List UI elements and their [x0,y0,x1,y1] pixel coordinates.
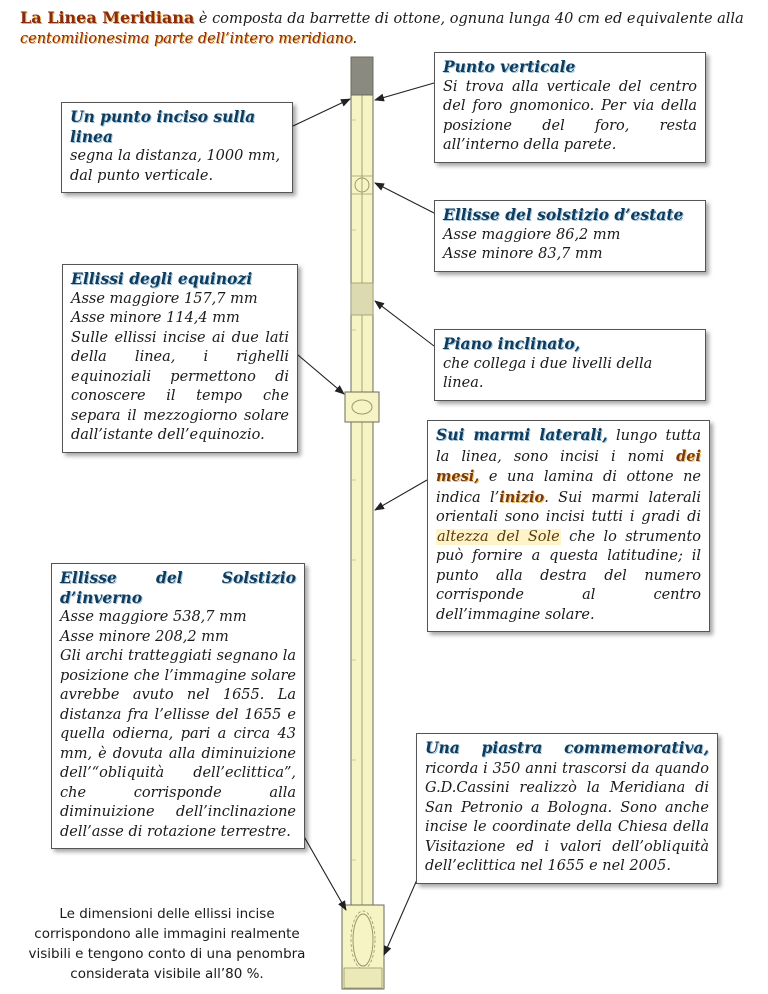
intro-body: è composta da barrette di ottone, ognuna lunga 40 cm ed equivalente alla [194,11,744,27]
strip-inner-line [361,57,363,939]
box-piano-inclinato [434,329,706,401]
arrow-punto-verticale [375,83,434,100]
box-punto-inciso [61,102,293,193]
equinozi-text: Sulle ellissi incise ai due lati della linea, i righelli equinoziali permettono di conoscere il tempo che separa il mezzogiorno solare dall’istante dell’equinozio. [71,329,289,443]
equinox-section [345,392,379,422]
marmi-t3: . Sui marmi laterali orientali sono incisi tutti i gradi di [436,489,701,525]
piastra-text: ricorda i 350 anni trascorsi da quando G.D.Cassini realizzò la Meridiana di San Petronio a Bologna. Sono anche incise le coordinate della Chiesa della Visitazione ed i valori dell’obliquità dell’eclittica nel 1655 e nel 2005. [425,760,709,874]
piano-inclinato-title: Piano inclinato, [443,334,581,353]
equinozi-title: Ellissi degli equinozi [71,269,253,288]
intro-brand: La Linea Meridiana [20,8,195,27]
marmi-k1: dei [676,447,701,465]
solstizio-estate-line2: Asse minore 83,7 mm [443,246,603,262]
box-punto-verticale [434,52,706,163]
piastra-title: Una piastra commemorativa, [425,738,709,757]
intro-highlight: centomilionesima parte dell’intero meridiano [20,31,353,47]
punto-verticale-text: Si trova alla verticale del centro del foro gnomonico. Per via della posizione del foro, resta all’interno della parete. [443,78,697,153]
arrow-marmi [375,480,427,510]
equinozi-line2: Asse minore 114,4 mm [71,310,240,326]
marmi-paragraph [436,425,701,625]
solstizio-estate-title: Ellisse del solstizio d’estate [443,205,684,224]
arrow-equinozi [298,355,344,394]
piastra-paragraph [425,738,709,877]
marmi-t4: che lo strumento può fornire a questa latitudine; il punto alla destra del numero corrisponde al centro dell’immagine solare. [436,528,702,623]
solstizio-inverno-text: Gli archi tratteggiati segnano la posizione che l’immagine solare avrebbe avuto nel 1655. La distanza fra l’ellisse del 1655 e quella odierna, pari a circa 43 mm, è dovuta alla diminuizione dell’“obliquità dell’eclittica”, che corrisponde alla diminuizione dell’inclinazione dell’asse di rotazione terrestre. [60,648,296,840]
marmi-k2: mesi, [436,468,480,485]
arrow-piano-inclinato [375,301,434,346]
arrow-solstizio-estate [375,183,434,213]
solstizio-inverno-title: Ellisse del Solstizio d’inverno [60,568,296,607]
marmi-t1: lungo tutta la linea, sono incisi i nomi [436,428,701,465]
solstizio-estate-line1: Asse maggiore 86,2 mm [443,226,621,243]
punto-inciso-text: segna la distanza, 1000 mm, dal punto verticale. [70,148,281,184]
vertical-point-area [351,57,373,95]
punto-verticale-title: Punto verticale [443,57,576,76]
intro-end: . [352,31,358,47]
box-piastra [416,733,718,884]
inclined-plane [351,283,373,315]
marmi-t2: e una lamina di ottone ne indica l’ [436,469,701,506]
punto-inciso-title: Un punto inciso sulla linea [70,107,256,146]
equinozi-line1: Asse maggiore 157,7 mm [71,290,258,307]
arrow-punto-inciso [293,99,350,126]
commemorative-plate [344,968,382,988]
marmi-title: Sui marmi laterali, [436,425,608,444]
solstizio-inverno-line2: Asse minore 208,2 mm [60,628,229,645]
piano-inclinato-text: che collega i due livelli della linea. [443,355,653,391]
solstizio-inverno-line1: Asse maggiore 538,7 mm [60,609,247,625]
marmi-k4: altezza del Sole [437,528,560,545]
box-equinozi [62,264,298,453]
footnote: Le dimensioni delle ellissi incise corrispondono alle immagini realmente visibili e tengono conto di una penombra considerata visibile all’80 %. [28,906,306,982]
box-solstizio-estate [434,200,706,272]
marmi-k3: inizio [499,488,545,506]
box-solstizio-inverno [51,563,305,849]
box-marmi-laterali [427,420,710,632]
